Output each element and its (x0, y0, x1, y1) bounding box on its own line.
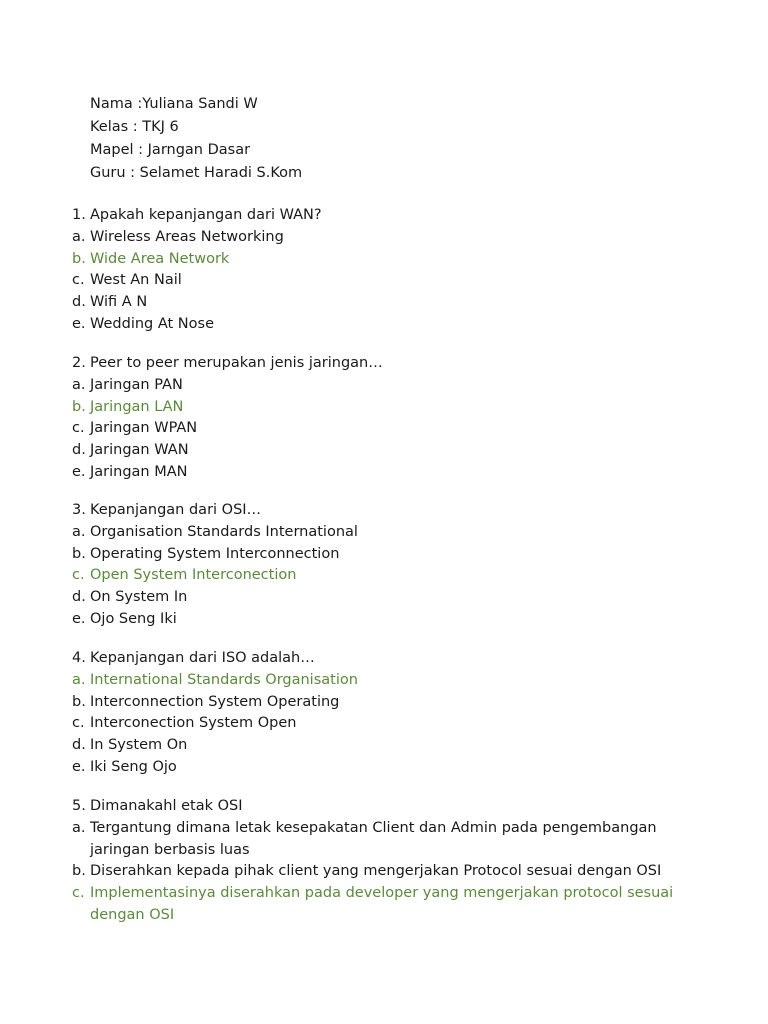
option-d (72, 440, 712, 462)
option-letter: c. (72, 885, 85, 902)
question-3 (72, 500, 712, 631)
option-letter: e. (72, 758, 86, 775)
question-text (72, 500, 712, 522)
option-text: Open System Interconection (90, 567, 297, 584)
question-prompt: Apakah kepanjangan dari WAN? (90, 207, 322, 223)
option-a (72, 227, 712, 249)
option-d (72, 587, 712, 609)
question-number: 4. (72, 650, 86, 666)
question-number: 2. (72, 355, 86, 371)
option-letter: b. (72, 398, 86, 415)
option-letter: a. (72, 671, 86, 688)
option-d (72, 735, 712, 757)
option-text: Interconection System Open (90, 715, 297, 732)
option-text: Ojo Seng Iki (90, 610, 177, 627)
option-text: Jaringan WPAN (90, 420, 198, 437)
option-text: Jaringan WAN (90, 442, 189, 459)
option-text: Jaringan PAN (90, 376, 183, 393)
option-a (72, 522, 712, 544)
option-letter: e. (72, 463, 86, 480)
question-prompt: Kepanjangan dari OSI… (90, 502, 262, 518)
teacher: Guru : Selamet Haradi S.Kom (90, 165, 303, 181)
student-class: Kelas : TKJ 6 (90, 119, 179, 135)
question-1 (72, 205, 712, 336)
option-e (72, 462, 712, 484)
option-b (72, 861, 712, 883)
option-text: In System On (90, 737, 188, 754)
option-text: Iki Seng Ojo (90, 758, 177, 775)
option-text: Jaringan MAN (90, 463, 188, 480)
option-text: On System In (90, 589, 188, 606)
option-text: Implementasinya diserahkan pada developer yang mengerjakan protocol sesuai dengan OSI (90, 885, 674, 923)
option-letter: d. (72, 442, 86, 459)
question-prompt: Dimanakahl etak OSI (90, 798, 243, 814)
option-e (72, 314, 712, 336)
option-d (72, 292, 712, 314)
option-letter: a. (72, 376, 86, 393)
option-letter: b. (72, 250, 86, 267)
option-letter: c. (72, 715, 85, 732)
option-b-correct (72, 397, 712, 419)
question-number: 1. (72, 207, 86, 223)
question-text (72, 353, 712, 375)
option-text: Operating System Interconnection (90, 545, 340, 562)
option-a (72, 375, 712, 397)
option-text: Wifi A N (90, 294, 148, 311)
option-text: West An Nail (90, 272, 182, 289)
student-info (90, 93, 302, 185)
option-text: International Standards Organisation (90, 671, 358, 688)
option-b-correct (72, 249, 712, 271)
option-letter: d. (72, 737, 86, 754)
question-prompt: Kepanjangan dari ISO adalah… (90, 650, 315, 666)
option-e (72, 609, 712, 631)
option-text: Organisation Standards International (90, 523, 358, 540)
option-letter: d. (72, 589, 86, 606)
option-letter: d. (72, 294, 86, 311)
option-a (72, 818, 712, 862)
option-letter: b. (72, 693, 86, 710)
option-letter: e. (72, 610, 86, 627)
question-number: 5. (72, 798, 86, 814)
option-letter: a. (72, 819, 86, 836)
option-letter: e. (72, 315, 86, 332)
option-a-correct (72, 670, 712, 692)
option-text: Jaringan LAN (90, 398, 184, 415)
option-c (72, 418, 712, 440)
question-text (72, 796, 712, 818)
option-c (72, 713, 712, 735)
option-letter: a. (72, 523, 86, 540)
option-letter: b. (72, 545, 86, 562)
option-text: Tergantung dimana letak kesepakatan Client dan Admin pada pengembangan jaringan berbasis luas (90, 819, 657, 858)
question-text (72, 648, 712, 670)
student-name: Nama :Yuliana Sandi W (90, 96, 258, 112)
option-letter: c. (72, 420, 85, 437)
option-text: Interconnection System Operating (90, 693, 340, 710)
option-letter: c. (72, 272, 85, 289)
option-text: Wedding At Nose (90, 315, 215, 332)
subject: Mapel : Jarngan Dasar (90, 142, 251, 158)
question-4 (72, 648, 712, 779)
option-letter: c. (72, 567, 85, 584)
question-prompt: Peer to peer merupakan jenis jaringan… (90, 355, 383, 371)
question-number: 3. (72, 502, 86, 518)
option-c-correct (72, 565, 712, 587)
question-text (72, 205, 712, 227)
question-5 (72, 796, 712, 927)
option-e (72, 757, 712, 779)
option-b (72, 544, 712, 566)
question-2 (72, 353, 712, 484)
option-c-correct (72, 883, 712, 927)
option-text: Wireless Areas Networking (90, 228, 284, 245)
option-letter: a. (72, 228, 86, 245)
option-text: Wide Area Network (90, 250, 230, 267)
option-c (72, 270, 712, 292)
option-letter: b. (72, 863, 86, 880)
option-b (72, 692, 712, 714)
option-text: Diserahkan kepada pihak client yang mengerjakan Protocol sesuai dengan OSI (90, 863, 662, 880)
